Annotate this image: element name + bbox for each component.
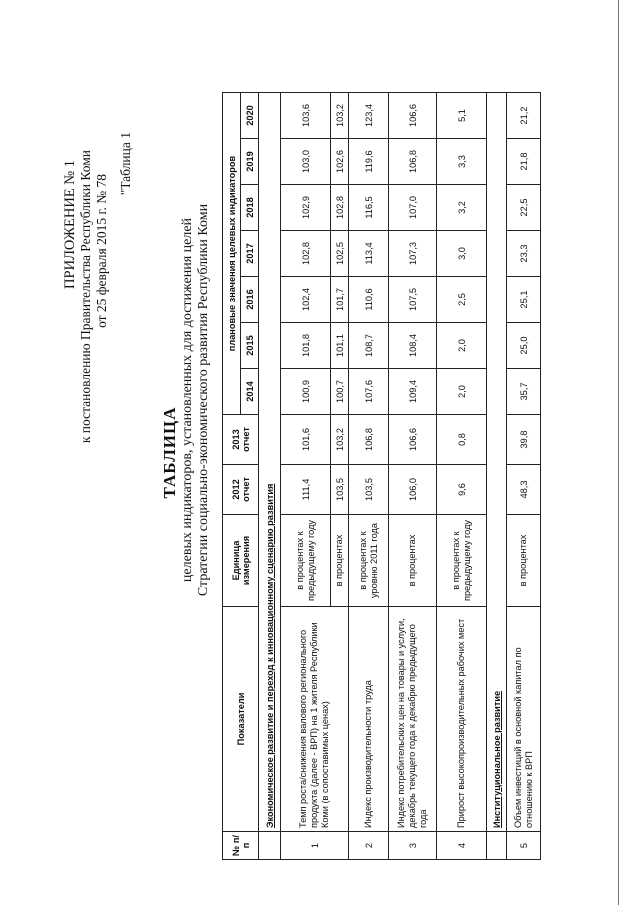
row-number: 5	[507, 832, 541, 860]
value-cell: 9,6	[437, 465, 487, 515]
value-cell: 0,8	[437, 415, 487, 465]
col-header-year: 2020	[241, 93, 259, 139]
value-cell: 107,3	[389, 231, 437, 277]
unit-cell: в процентах к предыдущему году	[437, 515, 487, 607]
value-cell: 2,5	[437, 277, 487, 323]
value-cell: 101,6	[281, 415, 331, 465]
col-header-year: 2017	[241, 231, 259, 277]
value-cell: 25,1	[507, 277, 541, 323]
value-cell: 102,8	[281, 231, 331, 277]
row-number: 2	[349, 832, 389, 860]
value-cell: 101,7	[331, 277, 349, 323]
value-cell: 102,5	[331, 231, 349, 277]
indicator-name: Индекс потребительских цен на товары и услуги, декабрь текущего года к декабрю предыдущего года	[389, 607, 437, 832]
value-cell: 103,6	[281, 93, 331, 139]
value-cell: 106,6	[389, 93, 437, 139]
section-heading: Экономическое развитие и переход к инновационному сценарию развития	[259, 93, 281, 832]
value-cell: 123,4	[349, 93, 389, 139]
unit-cell: в процентах к предыдущему году	[281, 515, 331, 607]
col-header-year: 2019	[241, 139, 259, 185]
indicator-name: Индекс производительности труда	[349, 607, 389, 832]
col-header-year: 2015	[241, 323, 259, 369]
section-heading: Институциональное развитие	[487, 93, 507, 832]
value-cell: 106,6	[389, 415, 437, 465]
value-cell: 103,5	[349, 465, 389, 515]
value-cell: 103,5	[331, 465, 349, 515]
indicator-name: Темп роста/снижения валового регионального продукта (далее - ВРП) на 1 жителя Республики Коми (в сопоставимых ценах)	[281, 607, 349, 832]
value-cell: 22,5	[507, 185, 541, 231]
row-number: 4	[437, 832, 487, 860]
value-cell: 101,1	[331, 323, 349, 369]
col-header-2012: 2012 отчет	[223, 465, 259, 515]
col-header-num: № п/п	[223, 832, 259, 860]
appendix-title: ПРИЛОЖЕНИЕ № 1	[62, 160, 78, 289]
value-cell: 101,8	[281, 323, 331, 369]
value-cell: 109,4	[389, 369, 437, 415]
value-cell: 106,8	[389, 139, 437, 185]
col-header-year: 2016	[241, 277, 259, 323]
table-reference: "Таблица 1	[118, 132, 133, 196]
value-cell: 107,6	[349, 369, 389, 415]
value-cell: 107,0	[389, 185, 437, 231]
value-cell: 3,0	[437, 231, 487, 277]
value-cell: 2,0	[437, 323, 487, 369]
col-header-unit: Единица измерения	[223, 515, 259, 607]
unit-cell: в процентах	[331, 515, 349, 607]
value-cell: 25,0	[507, 323, 541, 369]
value-cell: 102,6	[331, 139, 349, 185]
indicators-table	[222, 92, 541, 860]
unit-cell: в процентах к уровню 2011 года	[349, 515, 389, 607]
value-cell: 100,9	[281, 369, 331, 415]
value-cell: 113,4	[349, 231, 389, 277]
value-cell: 3,3	[437, 139, 487, 185]
value-cell: 106,8	[349, 415, 389, 465]
col-header-2013: 2013 отчет	[223, 415, 259, 465]
value-cell: 5,1	[437, 93, 487, 139]
value-cell: 102,8	[331, 185, 349, 231]
value-cell: 35,7	[507, 369, 541, 415]
value-cell: 102,9	[281, 185, 331, 231]
resolution-date: от 25 февраля 2015 г. № 78	[94, 174, 109, 328]
document-title: ТАБЛИЦА	[160, 406, 179, 499]
value-cell: 23,3	[507, 231, 541, 277]
indicator-name: Объем инвестиций в основной капитал по отношению к ВРП	[507, 607, 541, 832]
col-header-year: 2018	[241, 185, 259, 231]
col-header-indicator: Показатели	[223, 607, 259, 832]
value-cell: 48,3	[507, 465, 541, 515]
unit-cell: в процентах	[507, 515, 541, 607]
value-cell: 119,6	[349, 139, 389, 185]
value-cell: 3,2	[437, 185, 487, 231]
value-cell: 103,0	[281, 139, 331, 185]
col-header-year: 2014	[241, 369, 259, 415]
value-cell: 39,8	[507, 415, 541, 465]
value-cell: 103,2	[331, 93, 349, 139]
value-cell: 21,2	[507, 93, 541, 139]
value-cell: 108,7	[349, 323, 389, 369]
row-number: 1	[281, 832, 349, 860]
value-cell: 107,5	[389, 277, 437, 323]
value-cell: 116,5	[349, 185, 389, 231]
scan-edge-line	[618, 0, 619, 905]
document-subtitle: целевых индикаторов, установленных для достижения целей Стратегии социально-экономического развития Республики Коми	[180, 203, 211, 597]
row-number: 3	[389, 832, 437, 860]
value-cell: 103,2	[331, 415, 349, 465]
value-cell: 21,8	[507, 139, 541, 185]
value-cell: 110,6	[349, 277, 389, 323]
resolution-reference: к постановлению Правительства Республики Коми	[78, 150, 93, 444]
col-header-planned: плановые значения целевых индикаторов	[223, 93, 241, 415]
value-cell: 111,4	[281, 465, 331, 515]
unit-cell: в процентах	[389, 515, 437, 607]
value-cell: 100,7	[331, 369, 349, 415]
value-cell: 102,4	[281, 277, 331, 323]
value-cell: 2,0	[437, 369, 487, 415]
indicator-name: Прирост высокопроизводительных рабочих мест	[437, 607, 487, 832]
value-cell: 108,4	[389, 323, 437, 369]
value-cell: 106,0	[389, 465, 437, 515]
